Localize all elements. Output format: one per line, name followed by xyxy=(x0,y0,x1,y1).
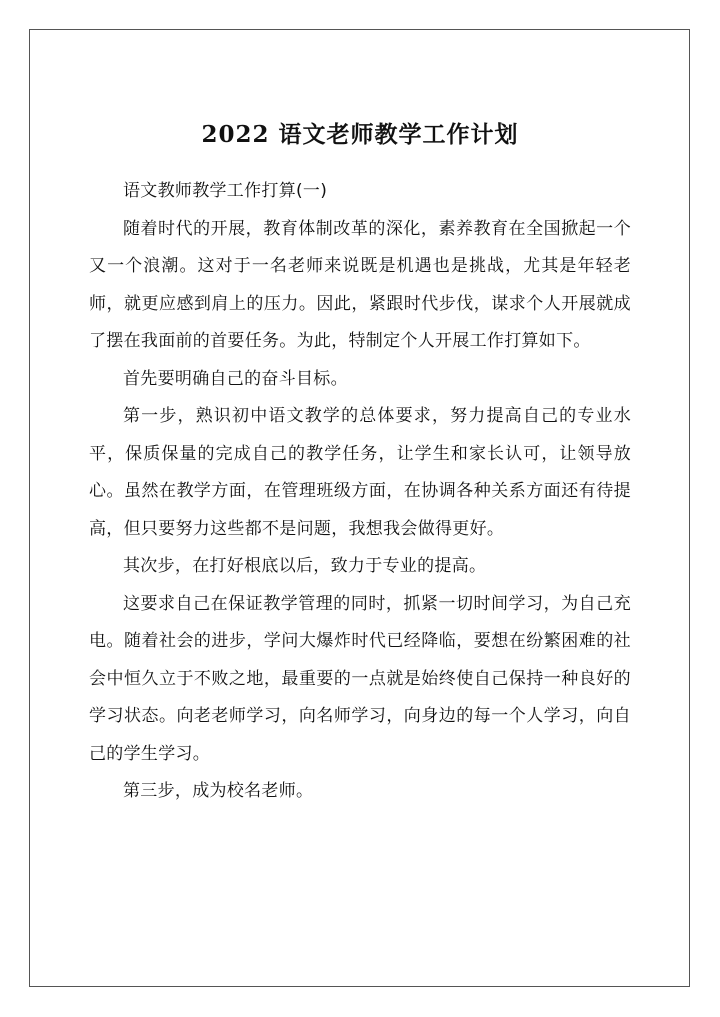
document-body xyxy=(89,173,631,811)
subheading-paragraph: 语文教师教学工作打算(一) xyxy=(123,181,328,201)
body-paragraph: 随着时代的开展，教育体制改革的深化，素养教育在全国掀起一个又一个浪潮。这对于一名老师来说既是机遇也是挑战，尤其是年轻老师，就更应感到肩上的压力。因此，紧跟时代步伐，谋求个人开展就成了摆在我面前的首要任务。为此，特制定个人开展工作打算如下。 xyxy=(89,218,631,351)
document-title: 2022 语文老师教学工作计划 xyxy=(201,121,519,148)
body-paragraph: 第三步，成为校名老师。 xyxy=(123,781,314,801)
body-paragraph: 第一步，熟识初中语文教学的总体要求，努力提高自己的专业水平，保质保量的完成自己的教学任务，让学生和家长认可，让领导放心。虽然在教学方面，在管理班级方面，在协调各种关系方面还有待提高，但只要努力这些都不是问题，我想我会做得更好。 xyxy=(89,406,631,539)
body-paragraph: 首先要明确自己的奋斗目标。 xyxy=(123,368,348,389)
body-paragraph: 这要求自己在保证教学管理的同时，抓紧一切时间学习，为自己充电。随着社会的进步，学问大爆炸时代已经降临，要想在纷繁困难的社会中恒久立于不败之地，最重要的一点就是始终使自己保持一种良好的学习状态。向老老师学习，向名师学习，向身边的每一个人学习，向自己的学生学习。 xyxy=(89,593,631,764)
body-paragraph: 其次步，在打好根底以后，致力于专业的提高。 xyxy=(123,556,487,576)
